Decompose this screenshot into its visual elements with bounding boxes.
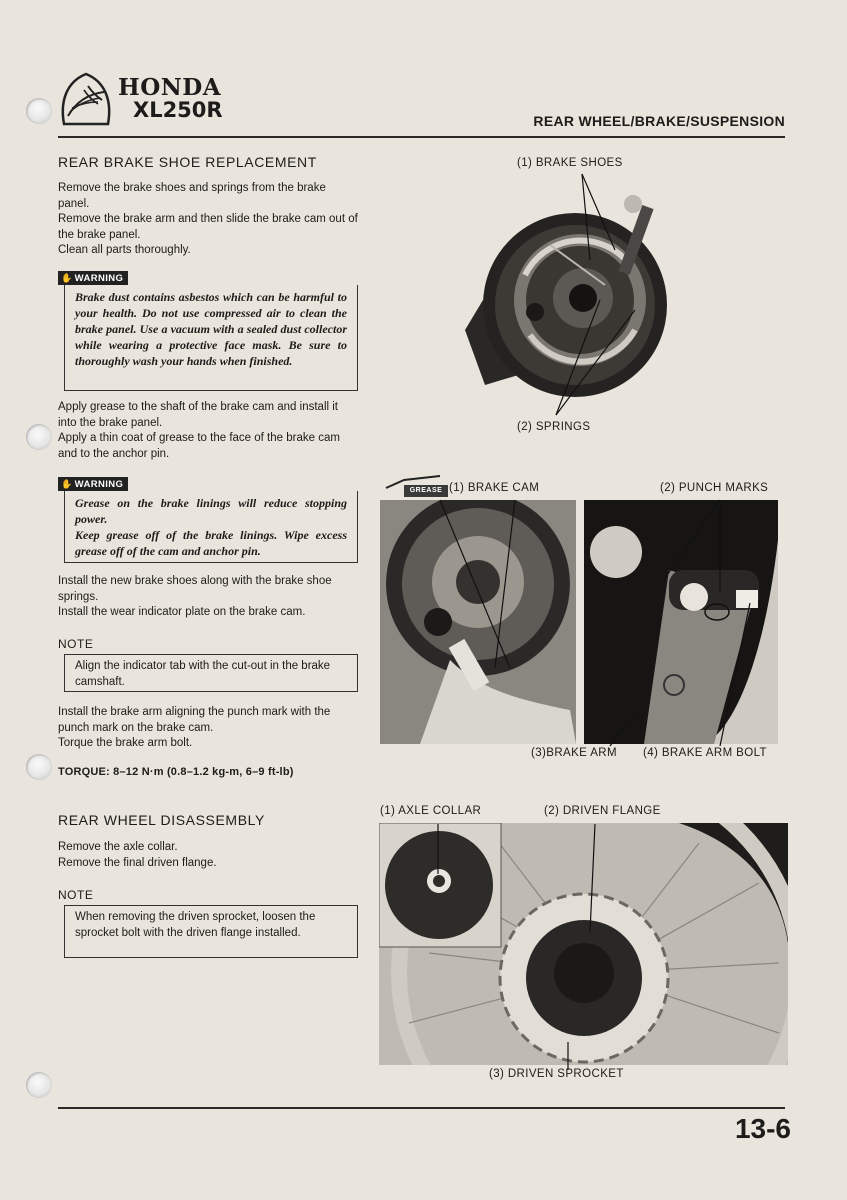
- caption-brake-arm: (3)BRAKE ARM: [531, 747, 617, 759]
- callout-lines-brake-shoes: [540, 170, 660, 430]
- binder-hole: [26, 424, 52, 450]
- section-title: REAR WHEEL/BRAKE/SUSPENSION: [533, 113, 785, 129]
- instruction-paragraph: Remove the brake arm and then slide the brake cam out of the brake panel.: [58, 213, 358, 241]
- torque-spec: TORQUE: 8–12 N·m (0.8–1.2 kg-m, 6–9 ft-lb): [58, 766, 294, 778]
- caption-brake-shoes: (1) BRAKE SHOES: [517, 157, 623, 169]
- brand-name: HONDA: [118, 74, 222, 101]
- disassembly-heading: REAR WHEEL DISASSEMBLY: [58, 812, 265, 828]
- instruction-paragraph: Apply a thin coat of grease to the face of the brake cam and to the anchor pin.: [58, 432, 340, 460]
- grease-warning-box: [64, 491, 358, 563]
- warning-label: WARNING: [74, 273, 124, 284]
- warning-label: WARNING: [74, 479, 124, 490]
- caption-brake-cam: (1) BRAKE CAM: [449, 482, 540, 494]
- warning-hand-icon: ✋: [61, 479, 73, 489]
- instruction-paragraph: Remove the axle collar.: [58, 841, 178, 853]
- warning-badge: [58, 477, 128, 491]
- caption-punch-marks: (2) PUNCH MARKS: [660, 482, 769, 494]
- brake-shoe-instructions-3: [58, 574, 358, 621]
- caption-axle-collar: (1) AXLE COLLAR: [380, 805, 482, 817]
- disassembly-instructions: [58, 840, 358, 871]
- instruction-paragraph: Torque the brake arm bolt.: [58, 737, 193, 750]
- binder-hole: [26, 98, 52, 124]
- instruction-paragraph: Install the new brake shoes along with the brake shoe springs.: [58, 575, 332, 603]
- caption-driven-sprocket: (3) DRIVEN SPROCKET: [489, 1068, 624, 1080]
- asbestos-warning-box: Brake dust contains asbestos which can be harmful to your health. Do not use compressed air to clean the brake panel. Use a vacuum with a sealed dust collector while wearing a protective face mask. Be sure to thoroughly wash your hands when finished.: [64, 285, 358, 391]
- footer-rule: [58, 1107, 785, 1109]
- callout-lines-brake-cam: [420, 498, 780, 748]
- brake-shoe-instructions-1: [58, 181, 358, 259]
- model-name: XL250R: [133, 98, 223, 122]
- grease-symbol: GREASE: [404, 485, 448, 497]
- binder-hole: [26, 754, 52, 780]
- warning-line: Keep grease off of the brake linings. Wipe excess grease off of the cam and anchor pin.: [75, 528, 347, 558]
- page-number: 13-6: [734, 1113, 791, 1144]
- warning-badge: [58, 271, 128, 285]
- caption-brake-arm-bolt: (4) BRAKE ARM BOLT: [643, 747, 767, 759]
- brake-shoe-instructions-4: [58, 705, 358, 752]
- brake-shoe-instructions-2: [58, 400, 358, 462]
- instruction-paragraph: Install the brake arm aligning the punch mark with the punch mark on the brake cam.: [58, 706, 331, 734]
- indicator-note-box: Align the indicator tab with the cut-out in the brake camshaft.: [64, 654, 358, 692]
- instruction-paragraph: Remove the final driven flange.: [58, 856, 217, 869]
- warning-line: Grease on the brake linings will reduce stopping power.: [75, 496, 347, 526]
- caption-springs: (2) SPRINGS: [517, 421, 591, 433]
- note-label: NOTE: [58, 888, 94, 902]
- note-label: NOTE: [58, 637, 94, 651]
- header-rule: [58, 136, 785, 138]
- sprocket-note-box: When removing the driven sprocket, loosen the sprocket bolt with the driven flange installed.: [64, 905, 358, 958]
- brake-shoe-heading: REAR BRAKE SHOE REPLACEMENT: [58, 154, 317, 170]
- instruction-paragraph: Remove the brake shoes and springs from the brake panel.: [58, 182, 326, 210]
- warning-hand-icon: ✋: [61, 273, 73, 283]
- caption-driven-flange: (2) DRIVEN FLANGE: [544, 805, 661, 817]
- honda-wing-logo-icon: [58, 72, 114, 130]
- binder-hole: [26, 1072, 52, 1098]
- instruction-paragraph: Clean all parts thoroughly.: [58, 244, 191, 257]
- instruction-paragraph: Install the wear indicator plate on the brake cam.: [58, 606, 306, 619]
- callout-lines-wheel: [430, 822, 630, 1072]
- instruction-paragraph: Apply grease to the shaft of the brake cam and install it into the brake panel.: [58, 401, 338, 429]
